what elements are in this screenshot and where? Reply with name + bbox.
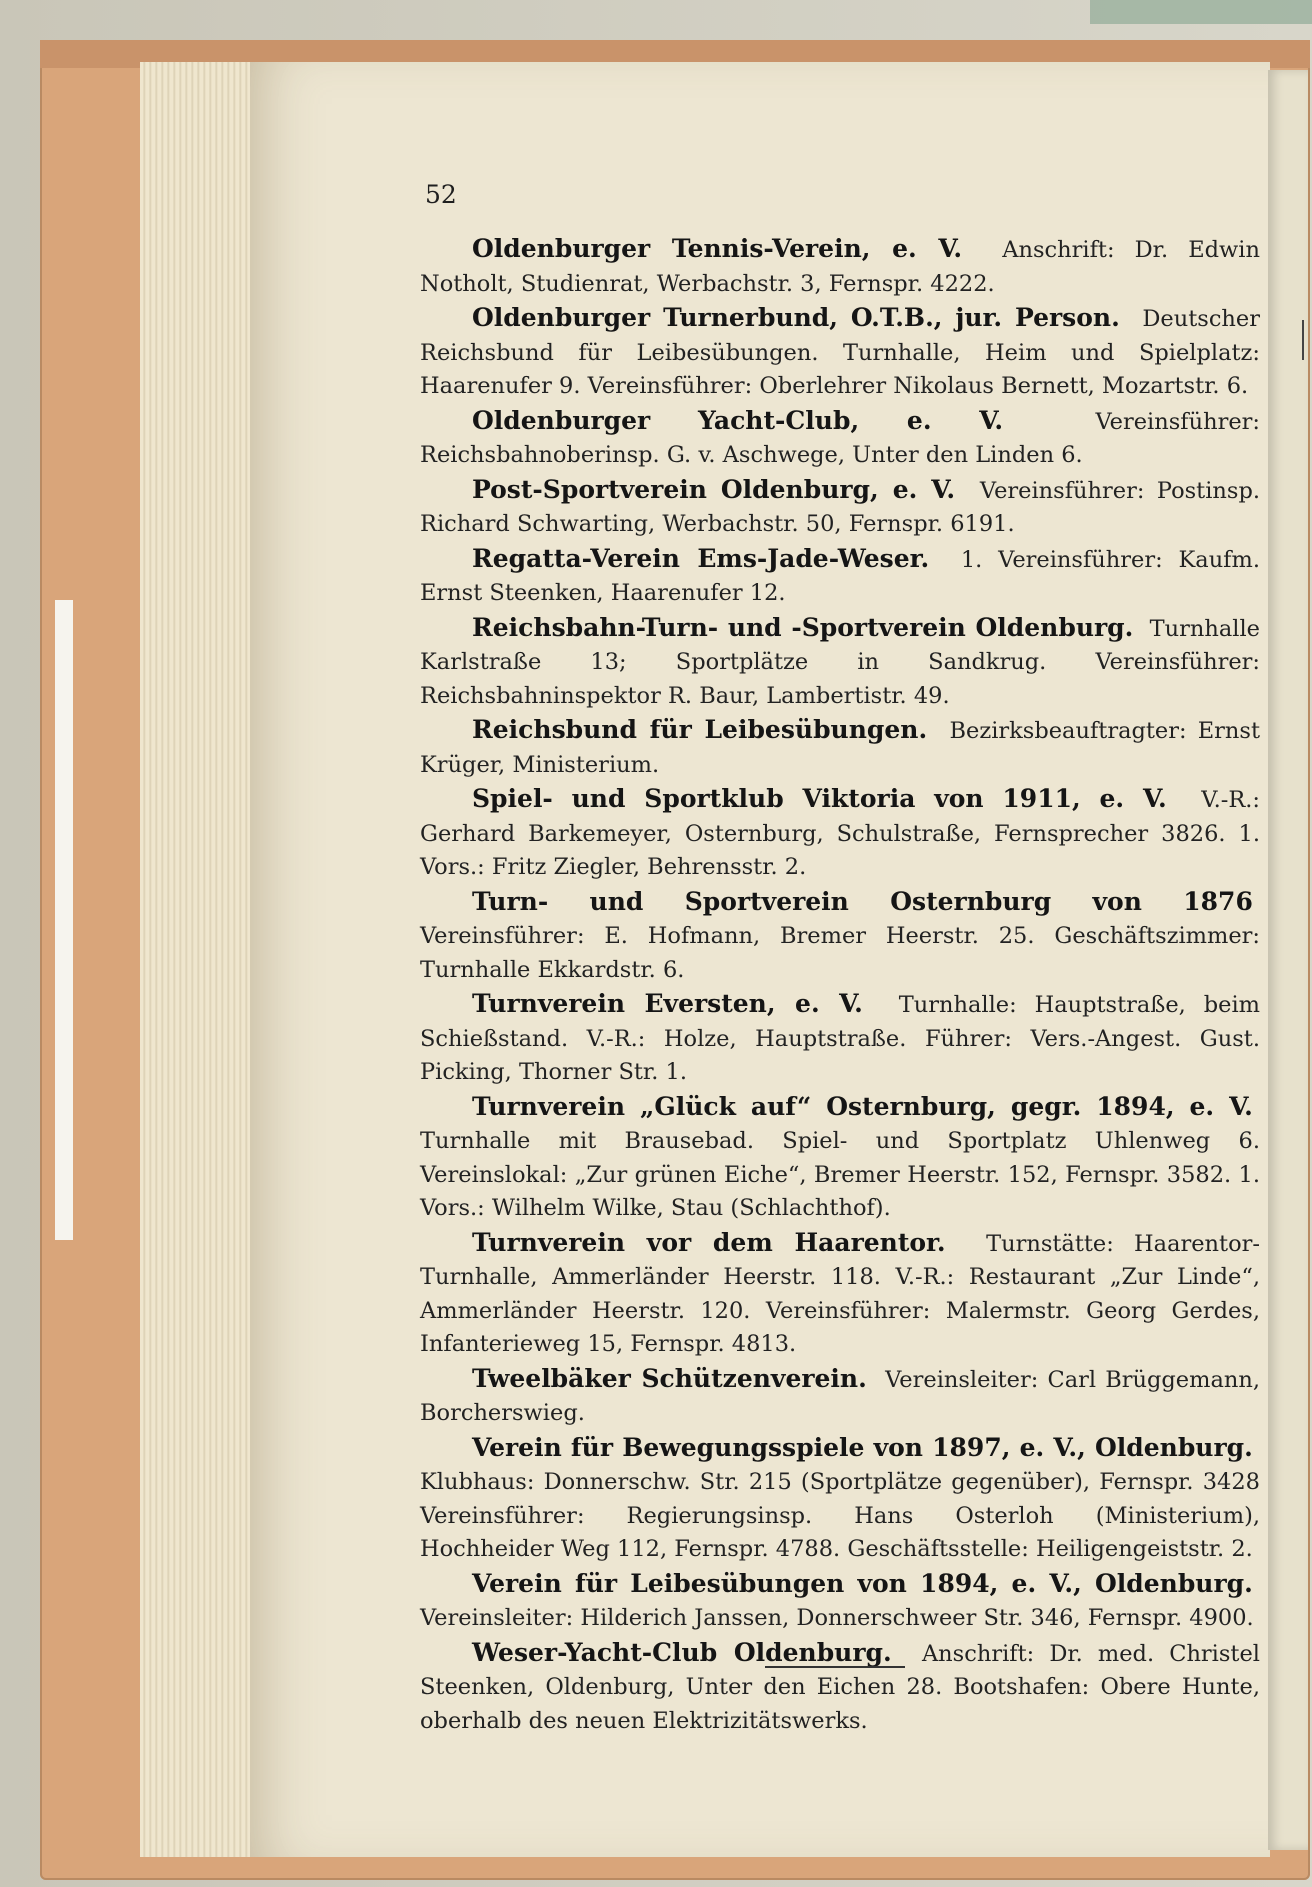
directory-entry	[420, 1567, 1260, 1636]
directory-entry	[420, 1636, 1260, 1739]
club-details: Vereinsleiter: Hilderich Janssen, Donnerschweer Str. 346, Fernspr. 4900.	[420, 1605, 1254, 1631]
directory-entry	[420, 1226, 1260, 1362]
directory-entry	[420, 473, 1260, 542]
club-name: Oldenburger Turnerbund, O.T.B., jur. Person.	[472, 303, 1120, 332]
directory-entry	[420, 782, 1260, 885]
directory-entry	[420, 885, 1260, 988]
club-details: Turnhalle mit Brausebad. Spiel- und Sportplatz Uhlenweg 6. Vereinslokal: „Zur grünen Eiche“, Bremer Heerstr. 152, Fernspr. 3582. 1. Vors.: Wilhelm Wilke, Stau (Schlachthof).	[420, 1128, 1260, 1221]
club-name: Reichsbund für Leibesübungen.	[472, 715, 928, 744]
club-name: Turnverein Eversten, e. V.	[472, 989, 863, 1018]
club-name: Reichsbahn-Turn- und -Sportverein Oldenburg.	[472, 612, 1134, 642]
club-details: Deutscher Reichsbund für Leibesübungen. Turnhalle, Heim und Spielplatz: Haarenufer 9. Vereinsführer: Oberlehrer Nikolaus Bernett, Mozartstr. 6.	[420, 306, 1260, 399]
club-name: Oldenburger Tennis-Verein, e. V.	[472, 234, 963, 263]
club-details: Vereinsführer: E. Hofmann, Bremer Heerstr. 25. Geschäftszimmer: Turnhalle Ekkardstr. 6.	[420, 923, 1260, 983]
club-details: Turnstätte: Haarentor-Turnhalle, Ammerländer Heerstr. 118. V.-R.: Restaurant „Zur Linde“, Ammerländer Heerstr. 120. Vereinsführer: Malermstr. Georg Gerdes, Infanterieweg 15, Fernspr. 4813.	[420, 1230, 1260, 1357]
directory-entry	[420, 542, 1260, 611]
club-details: Klubhaus: Donnerschw. Str. 215 (Sportplätze gegenüber), Fernspr. 3428 Vereinsführer: Regierungsinsp. Hans Osterloh (Ministerium), Hochheider Weg 112, Fernspr. 4788. Geschäftsstelle: Heiligengeiststr. 2.	[420, 1469, 1260, 1562]
club-details: Vereinsführer: Postinsp. Richard Schwarting, Werbachstr. 50, Fernspr. 6191.	[420, 477, 1261, 537]
paper-strip	[55, 600, 73, 1240]
club-details: Turnhalle Karlstraße 13; Sportplätze in Sandkrug. Vereinsführer: Reichsbahninspektor R. Baur, Lambertistr. 49.	[420, 615, 1260, 709]
club-name: Turnverein „Glück auf“ Osternburg, gegr. 1894, e. V.	[472, 1091, 1253, 1121]
directory-entry	[420, 713, 1260, 782]
club-name: Tweelbäker Schützenverein.	[472, 1363, 867, 1393]
directory-entry	[420, 611, 1260, 714]
club-name: Spiel- und Sportklub Viktoria von 1911, e. V.	[472, 784, 1167, 813]
directory-entry	[420, 301, 1260, 404]
club-details: Vereinsführer: Reichsbahnoberinsp. G. v. Aschwege, Unter den Linden 6.	[420, 408, 1261, 468]
club-name: Turnverein vor dem Haarentor.	[472, 1227, 946, 1257]
club-name: Oldenburger Yacht-Club, e. V.	[472, 405, 1004, 435]
club-details: 1. Vereinsführer: Kaufm. Ernst Steenken, Haarenufer 12.	[420, 546, 1260, 606]
directory-entry	[420, 1090, 1260, 1226]
page-number: 52	[425, 180, 457, 209]
directory-entry	[420, 1362, 1260, 1431]
directory-entry	[420, 987, 1260, 1090]
club-details: Vereinsleiter: Carl Brüggemann, Borcherswieg.	[420, 1366, 1260, 1426]
club-details: V.-R.: Gerhard Barkemeyer, Osternburg, Schulstraße, Fernsprecher 3826. 1. Vors.: Fritz Ziegler, Behrensstr. 2.	[420, 787, 1261, 880]
directory-entry	[420, 232, 1260, 301]
club-details: Anschrift: Dr. Edwin Notholt, Studienrat, Werbachstr. 3, Fernspr. 4222.	[420, 237, 1260, 297]
page-stack-edges	[140, 62, 255, 1857]
scanner-tape	[1090, 0, 1312, 24]
directory-entry	[420, 404, 1260, 473]
club-details: Anschrift: Dr. med. Christel Steenken, Oldenburg, Unter den Eichen 28. Bootshafen: Obere Hunte, oberhalb des neuen Elektrizitätswerks.	[420, 1640, 1260, 1734]
club-details: Bezirksbeauftragter: Ernst Krüger, Ministerium.	[420, 718, 1260, 778]
club-name: Regatta-Verein Ems-Jade-Weser.	[472, 543, 930, 573]
club-name: Verein für Leibesübungen von 1894, e. V., Oldenburg.	[472, 1568, 1253, 1598]
club-name: Weser-Yacht-Club Oldenburg.	[472, 1637, 892, 1667]
club-directory-list	[420, 232, 1260, 1738]
club-name: Turn- und Sportverein Osternburg von 1876	[472, 886, 1253, 916]
club-name: Post-Sportverein Oldenburg, e. V.	[472, 474, 956, 504]
section-end-rule	[765, 1666, 905, 1668]
club-name: Verein für Bewegungsspiele von 1897, e. V., Oldenburg.	[472, 1432, 1253, 1462]
margin-mark	[1302, 320, 1304, 360]
club-details: Turnhalle: Hauptstraße, beim Schießstand. V.-R.: Holze, Hauptstraße. Führer: Vers.-Angest. Gust. Picking, Thorner Str. 1.	[420, 992, 1260, 1085]
directory-entry	[420, 1431, 1260, 1567]
